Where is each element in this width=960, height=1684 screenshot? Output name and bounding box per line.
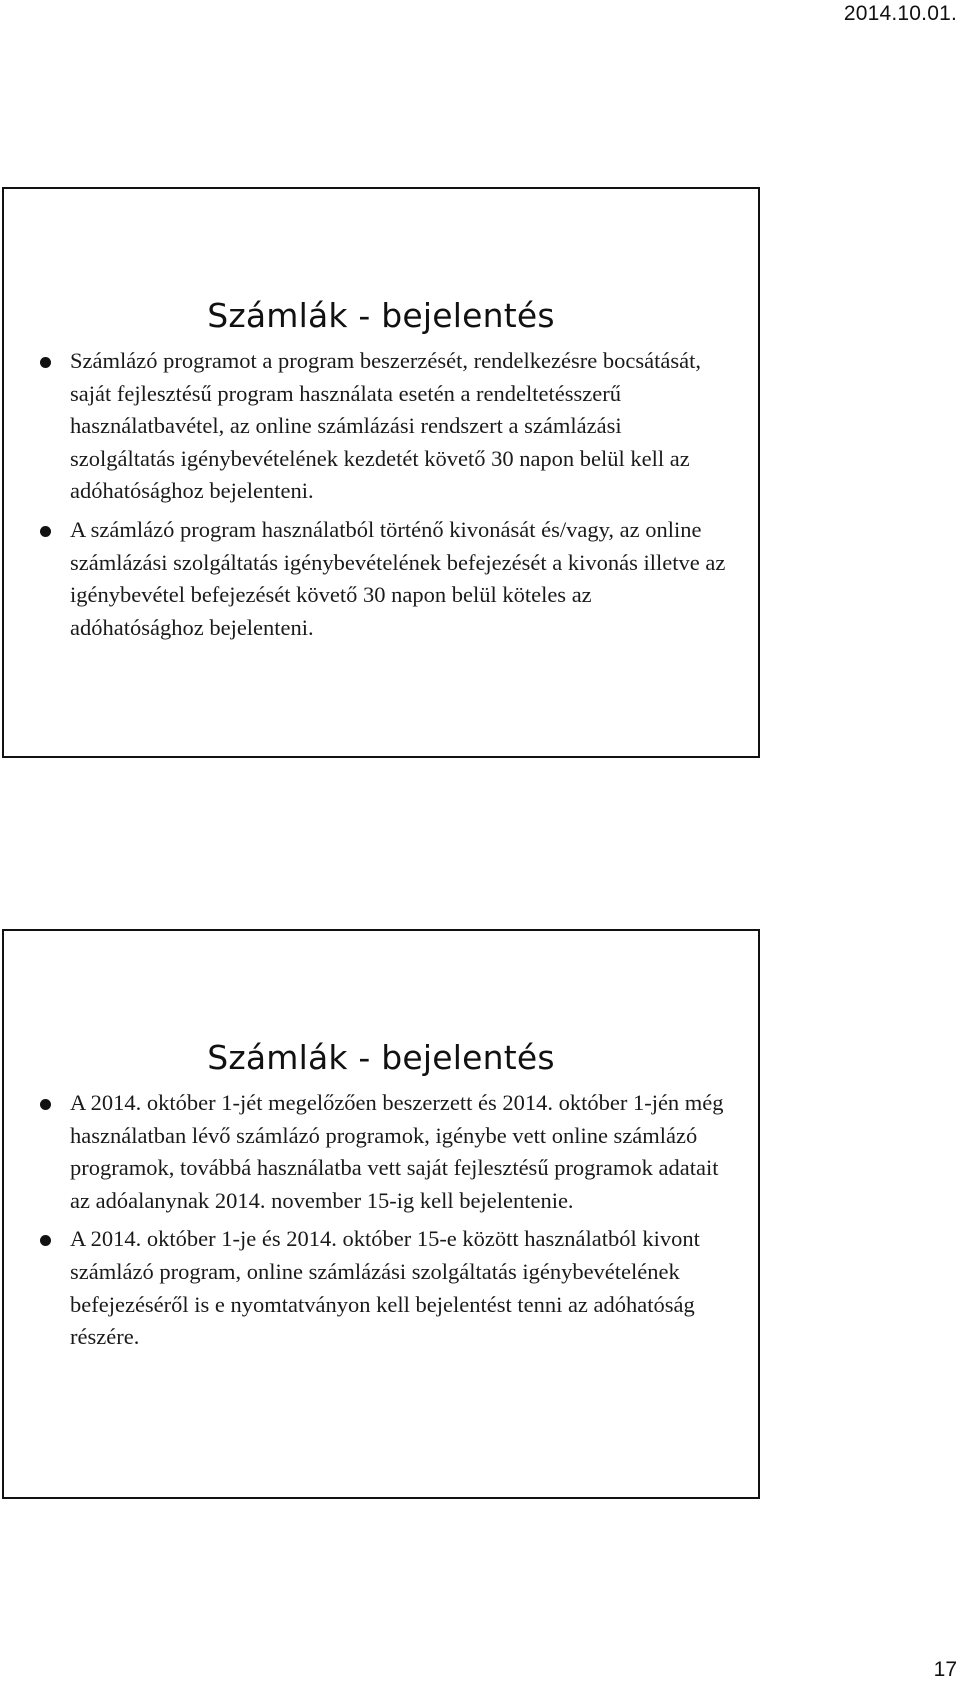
- bullet-item: [70, 1223, 730, 1353]
- bullet-text: A számlázó program használatból történő kivonását és/vagy, az online számlázási szolgáltatás igénybevételének befejezését a kivonás illetve az igénybevétel befejezését követő 30 napon belül köteles az adóhatósághoz bejelenteni.: [70, 516, 726, 640]
- bullet-text: Számlázó programot a program beszerzését, rendelkezésre bocsátását, saját fejlesztésű program használata esetén a rendeltetésszerű használatbavétel, az online számlázási rendszert a számlázási szolgáltatás igénybevételének kezdetét követő 30 napon belül kell az adóhatósághoz bejelenteni.: [70, 348, 701, 504]
- bullet-icon: [40, 1099, 51, 1110]
- slide-2: [2, 929, 760, 1499]
- bullet-icon: [40, 357, 51, 368]
- bullet-text: A 2014. október 1-jét megelőzően beszerzett és 2014. október 1-jén még használatban lévő számlázó programok, igénybe vett online számlázó programok, továbbá használatba vett saját fejlesztésű programok adatait az adóalanynak 2014. november 15-ig kell bejelentenie.: [70, 1090, 724, 1213]
- slide-1: [2, 187, 760, 758]
- bullet-item: [70, 514, 730, 644]
- page-date: 2014.10.01.: [843, 2, 957, 25]
- bullet-list: [4, 345, 758, 644]
- bullet-list: [4, 1087, 758, 1354]
- bullet-icon: [40, 526, 51, 537]
- slide-title: Számlák - bejelentés: [207, 1038, 555, 1077]
- page-number: 17: [933, 1658, 957, 1681]
- bullet-item: [70, 345, 730, 508]
- slide-title: Számlák - bejelentés: [207, 296, 555, 335]
- bullet-icon: [40, 1235, 51, 1246]
- bullet-text: A 2014. október 1-je és 2014. október 15-e között használatból kivont számlázó program, online számlázási szolgáltatás igénybevételének befejezéséről is e nyomtatványon kell bejelentést tenni az adóhatóság részére.: [70, 1226, 700, 1350]
- bullet-item: [70, 1087, 730, 1217]
